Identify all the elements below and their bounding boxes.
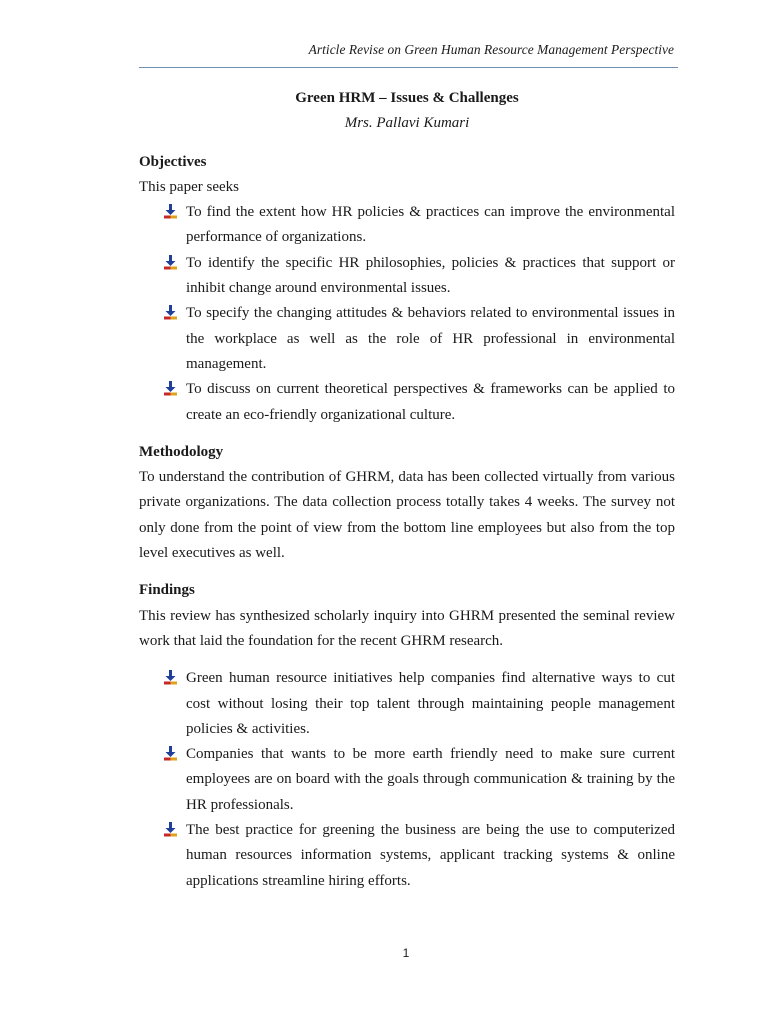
bullet-arrow-icon: [164, 305, 177, 320]
list-item: [139, 301, 675, 377]
list-item: [139, 666, 675, 742]
methodology-text: To understand the contribution of GHRM, data has been collected virtually from various private organizations. The data collection process totally takes 4 weeks. The survey not only done from the point of view from the bottom line employees but also from the top level executives as well.: [139, 469, 675, 562]
methodology-section: [139, 440, 675, 566]
article-author: Mrs. Pallavi Kumari: [344, 115, 470, 132]
bullet-arrow-icon: [164, 255, 177, 270]
list-item-text: The best practice for greening the business are being the use to computerized human resources information systems, applicant tracking systems & online applications streamline hiring efforts.: [186, 822, 675, 889]
bullet-arrow-icon: [164, 204, 177, 219]
list-item-text: To identify the specific HR philosophies, policies & practices that support or inhibit change around environmental issues.: [186, 254, 675, 297]
bullet-arrow-icon: [164, 670, 177, 685]
findings-list: [139, 666, 675, 894]
objectives-heading: Objectives: [139, 153, 207, 170]
list-item-text: Green human resource initiatives help companies find alternative ways to cut cost without losing their top talent through maintaining people management policies & activities.: [186, 670, 675, 737]
running-header: Article Revise on Green Human Resource Management Perspective: [308, 42, 674, 57]
objectives-intro: This paper seeks: [139, 178, 239, 195]
list-item: [139, 742, 675, 818]
findings-heading: Findings: [139, 582, 195, 599]
list-item: [139, 251, 675, 302]
article-body: [139, 86, 675, 894]
article-title: Green HRM – Issues & Challenges: [295, 90, 519, 106]
list-item-text: Companies that wants to be more earth friendly need to make sure current employees are on board with the goals through communication & training by the HR professionals.: [186, 746, 675, 813]
page-number: 1: [402, 946, 410, 960]
list-item-text: To discuss on current theoretical perspectives & frameworks can be applied to create an eco-friendly organizational culture.: [186, 381, 675, 423]
methodology-heading: Methodology: [139, 443, 224, 460]
list-item-text: To find the extent how HR policies & practices can improve the environmental performance of organizations.: [186, 204, 675, 246]
bullet-arrow-icon: [164, 746, 177, 761]
findings-section: [139, 578, 675, 894]
header-rule: [139, 67, 678, 68]
bullet-arrow-icon: [164, 822, 177, 837]
list-item-text: To specify the changing attitudes & behaviors related to environmental issues in the workplace as well as the role of HR professional in environmental management.: [186, 305, 675, 372]
objectives-section: [139, 150, 675, 428]
list-item: [139, 200, 675, 251]
findings-text: This review has synthesized scholarly inquiry into GHRM presented the seminal review work that laid the foundation for the recent GHRM research.: [139, 607, 675, 649]
list-item: [139, 818, 675, 894]
list-item: [139, 377, 675, 428]
objectives-list: [139, 200, 675, 428]
bullet-arrow-icon: [164, 381, 177, 396]
